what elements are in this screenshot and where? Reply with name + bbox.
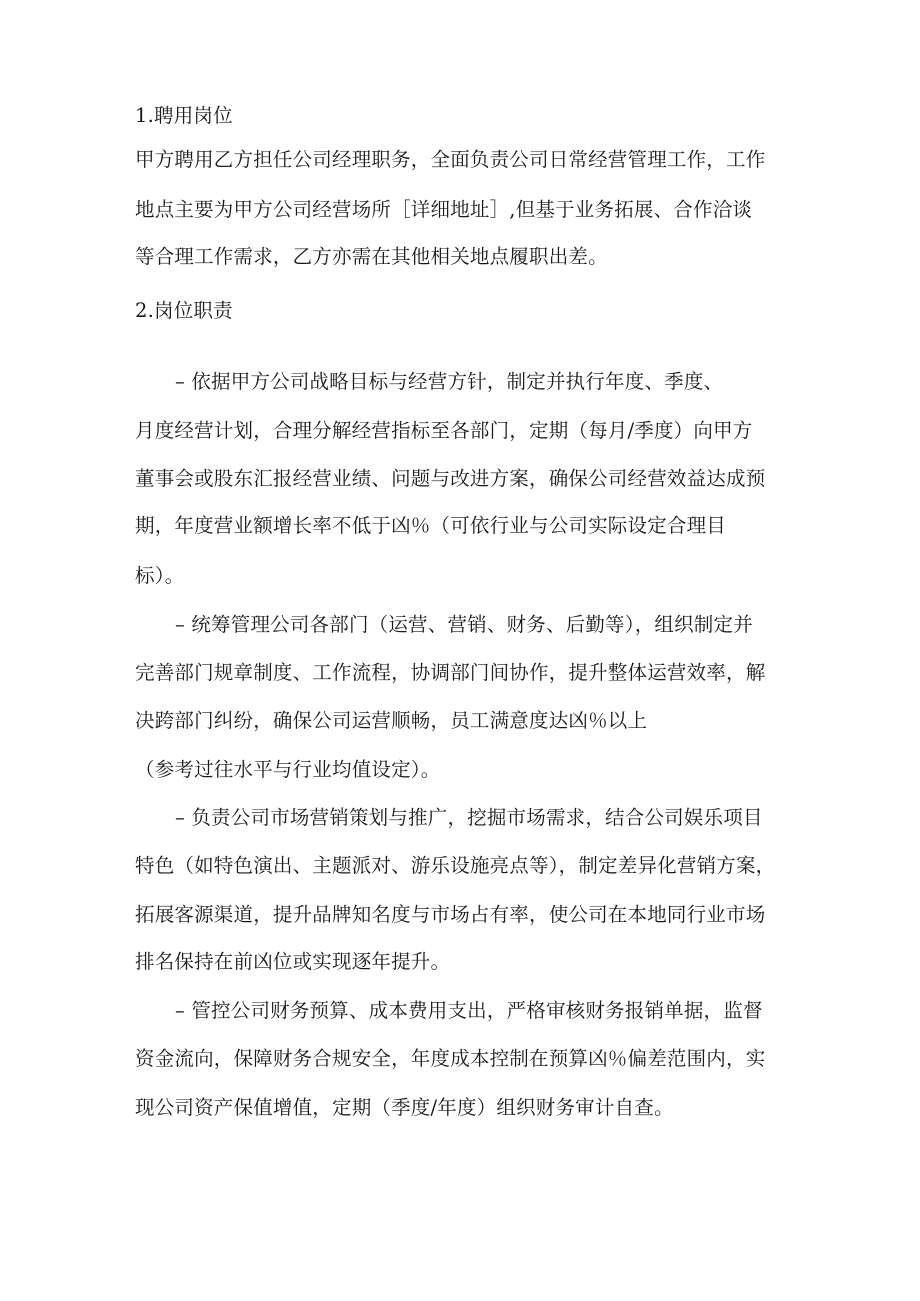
duty-item-line: – 统筹管理公司各部门（运营、营销、财务、后勤等），组织制定并 (175, 613, 753, 636)
duty-item-line: 标）。 (135, 564, 185, 587)
duty-item-line: – 依据甲方公司战略目标与经营方针，制定并执行年度、季度、 (175, 370, 724, 393)
section-heading-hiring-position: 1.聘用岗位 (135, 104, 233, 127)
duty-item-line: 排名保持在前凶位或实现逐年提升。 (135, 950, 451, 973)
duty-item-line: 董事会或股东汇报经营业绩、问题与改进方案，确保公司经营效益达成预 (135, 467, 766, 490)
duty-item-line: 决跨部门纠纷，确保公司运营顺畅，员工满意度达凶％以上 (135, 709, 648, 732)
duty-item-line: – 管控公司财务预算、成本费用支出，严格审核财务报销单据，监督 (175, 999, 763, 1022)
duty-item-line: 资金流向，保障财务合规安全，年度成本控制在预算凶％偏差范围内，实 (135, 1047, 766, 1070)
duty-item-line: 完善部门规章制度、工作流程，协调部门间协作，提升整体运营效率，解 (135, 661, 766, 684)
duty-item-line: 特色（如特色演出、主题派对、游乐设施亮点等），制定差异化营销方案， (135, 854, 776, 877)
paragraph-line: 等合理工作需求，乙方亦需在其他相关地点履职出差。 (135, 245, 608, 268)
duty-item-line: – 负责公司市场营销策划与推广，挖掘市场需求，结合公司娱乐项目 (175, 806, 763, 829)
paragraph-line: 地点主要为甲方公司经营场所［详细地址］,但基于业务拓展、合作洽谈 (135, 198, 753, 221)
section-heading-job-duties: 2.岗位职责 (135, 299, 233, 322)
paragraph-line: 甲方聘用乙方担任公司经理职务，全面负责公司日常经营管理工作，工作 (135, 148, 766, 171)
duty-item-line: 月度经营计划，合理分解经营指标至各部门，定期（每月/季度）向甲方 (135, 419, 753, 442)
duty-item-line: （参考过往水平与行业均值设定）。 (135, 758, 441, 781)
duty-item-line: 期，年度营业额增长率不低于凶％（可依行业与公司实际设定合理目 (135, 514, 727, 537)
duty-item-line: 现公司资产保值增值，定期（季度/年度）组织财务审计自查。 (135, 1096, 674, 1119)
duty-item-line: 拓展客源渠道，提升品牌知名度与市场占有率，使公司在本地同行业市场 (135, 903, 766, 926)
